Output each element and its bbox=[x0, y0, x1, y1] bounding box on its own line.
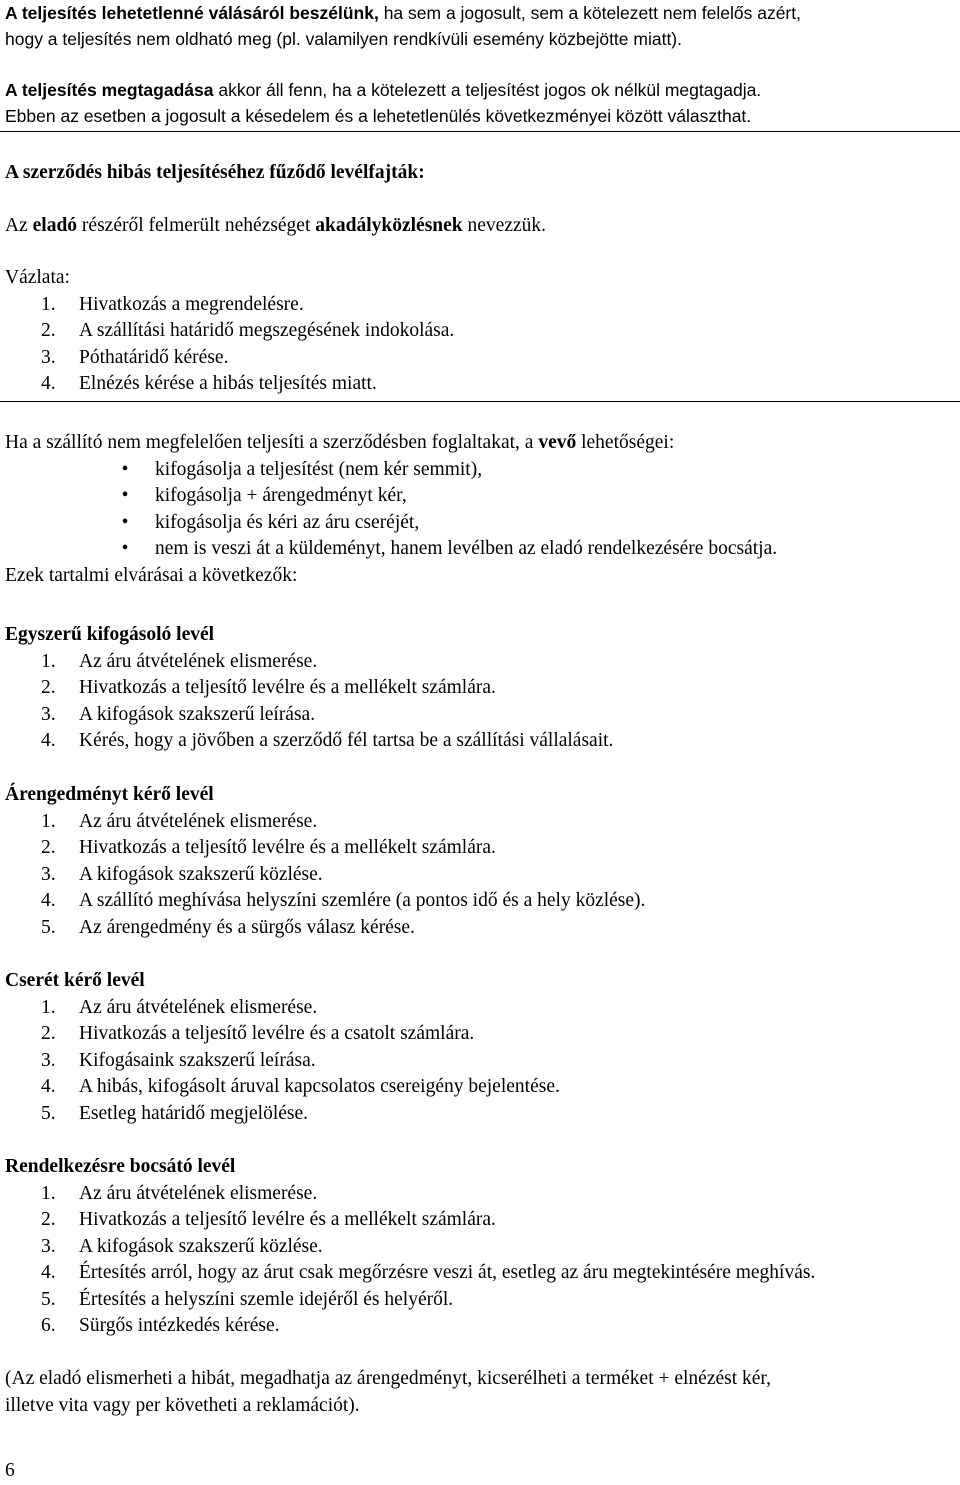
bullet-text: kifogásolja + árengedményt kér, bbox=[155, 485, 407, 506]
bullet-icon: • bbox=[121, 485, 129, 506]
closing-line-2: illetve vita vagy per követheti a reklamációt). bbox=[5, 1394, 360, 1416]
list-item-text: Hivatkozás a teljesítő levélre és a csatolt számlára. bbox=[79, 1023, 475, 1044]
list-item-text: Értesítés arról, hogy az árut csak megőrzésre veszi át, esetleg az áru megtekintésére meghívás. bbox=[79, 1262, 816, 1283]
list-item-number: 5. bbox=[41, 1288, 56, 1310]
list-item-number: 6. bbox=[41, 1315, 56, 1336]
list-item-number: 4. bbox=[41, 1076, 56, 1097]
letter-title: Egyszerű kifogásoló levél bbox=[5, 624, 215, 645]
list-item bbox=[5, 675, 957, 702]
list-item-text: Hivatkozás a teljesítő levélre és a mellékelt számlára. bbox=[79, 1209, 496, 1230]
list-item-number: 1. bbox=[41, 293, 56, 315]
list-item bbox=[5, 1021, 957, 1048]
list-item-number: 3. bbox=[41, 1235, 56, 1257]
list-item-text: Az áru átvételének elismerése. bbox=[79, 996, 318, 1018]
list-item-text: A szállító meghívása helyszíni szemlére (a pontos idő és a hely közlése). bbox=[79, 890, 646, 911]
list-item-text: Elnézés kérése a hibás teljesítés miatt. bbox=[79, 373, 377, 394]
section-letter-types bbox=[5, 160, 957, 398]
list-item bbox=[5, 371, 957, 398]
letter-disposal-notice bbox=[5, 1154, 957, 1340]
list-item-number: 3. bbox=[41, 863, 56, 885]
list-item-text: Kifogásaink szakszerű leírása. bbox=[79, 1049, 316, 1071]
section2-intro-pre: Ha a szállító nem megfelelően teljesíti a szerződésben foglaltakat, a bbox=[5, 432, 539, 453]
bullet-item bbox=[5, 510, 957, 537]
list-item-number: 4. bbox=[41, 1262, 56, 1283]
list-item bbox=[5, 1181, 957, 1208]
list-item-text: Értesítés a helyszíni szemle idejéről és helyéről. bbox=[79, 1288, 454, 1310]
letter-list bbox=[5, 809, 957, 942]
list-item bbox=[5, 292, 957, 319]
divider-1 bbox=[0, 131, 960, 132]
bullet-item bbox=[5, 483, 957, 510]
list-item-number: 4. bbox=[41, 373, 56, 394]
divider-2 bbox=[0, 401, 960, 402]
list-item bbox=[5, 1048, 957, 1075]
intro-p1-bold: A teljesítés lehetetlenné válásáról beszélünk, bbox=[5, 3, 379, 23]
list-item-text: A kifogások szakszerű közlése. bbox=[79, 1235, 323, 1257]
list-item-text: Esetleg határidő megjelölése. bbox=[79, 1102, 309, 1124]
list-item-text: A hibás, kifogásolt áruval kapcsolatos csereigény bejelentése. bbox=[79, 1076, 560, 1097]
list-item-number: 1. bbox=[41, 1182, 56, 1204]
list-item bbox=[5, 649, 957, 676]
intro-p1-line2: hogy a teljesítés nem oldható meg (pl. valamilyen rendkívüli esemény közbejötte miatt). bbox=[5, 29, 682, 49]
closing-paragraph bbox=[5, 1366, 957, 1419]
list-item bbox=[5, 702, 957, 729]
list-item bbox=[5, 1260, 957, 1287]
list-item-number: 3. bbox=[41, 1049, 56, 1071]
list-item bbox=[5, 1074, 957, 1101]
list-item-number: 4. bbox=[41, 730, 56, 751]
list-item-text: Az áru átvételének elismerése. bbox=[79, 810, 318, 832]
list-item-number: 2. bbox=[41, 837, 56, 858]
letter-title: Árengedményt kérő levél bbox=[5, 784, 214, 805]
list-item bbox=[5, 915, 957, 942]
section1-sentence-post: nevezzük. bbox=[462, 214, 547, 236]
outline-list bbox=[5, 292, 957, 398]
list-item-text: Az árengedmény és a sürgős válasz kérése. bbox=[79, 916, 415, 938]
section-buyer-options bbox=[5, 430, 957, 589]
list-item bbox=[5, 1207, 957, 1234]
list-item bbox=[5, 809, 957, 836]
section2-intro-bold: vevő bbox=[538, 432, 577, 453]
section2-intro-post: lehetőségei: bbox=[576, 432, 675, 453]
list-item-number: 5. bbox=[41, 1102, 56, 1124]
bullet-text: nem is veszi át a küldeményt, hanem levélben az eladó rendelkezésére bocsátja. bbox=[155, 538, 778, 559]
list-item-number: 1. bbox=[41, 996, 56, 1018]
list-item-number: 5. bbox=[41, 916, 56, 938]
list-item bbox=[5, 862, 957, 889]
bullet-item bbox=[5, 536, 957, 563]
bullet-icon: • bbox=[121, 538, 129, 559]
section2-intro bbox=[5, 430, 957, 457]
intro-p1-rest: ha sem a jogosult, sem a kötelezett nem felelős azért, bbox=[378, 3, 801, 23]
buyer-options-list bbox=[5, 457, 957, 563]
list-item bbox=[5, 728, 957, 755]
letter-list bbox=[5, 1181, 957, 1340]
list-item bbox=[5, 888, 957, 915]
letter-simple-complaint bbox=[5, 622, 957, 755]
list-item-text: A kifogások szakszerű közlése. bbox=[79, 863, 323, 885]
letter-exchange-request bbox=[5, 968, 957, 1127]
list-item-text: A szállítási határidő megszegésének indokolása. bbox=[79, 320, 455, 341]
list-item-number: 2. bbox=[41, 320, 56, 341]
list-item-text: Sürgős intézkedés kérése. bbox=[79, 1315, 280, 1336]
list-item-text: Kérés, hogy a jövőben a szerződő fél tartsa be a szállítási vállalásait. bbox=[79, 730, 614, 751]
bullet-icon: • bbox=[121, 458, 129, 480]
list-item-text: Az áru átvételének elismerése. bbox=[79, 650, 318, 672]
list-item-text: Póthatáridő kérése. bbox=[79, 346, 229, 368]
list-item bbox=[5, 1234, 957, 1261]
list-item-number: 3. bbox=[41, 346, 56, 368]
intro-paragraph-1 bbox=[5, 0, 957, 26]
section1-sentence-bold1: eladó bbox=[32, 214, 78, 236]
intro-block bbox=[5, 0, 957, 129]
list-item-number: 1. bbox=[41, 810, 56, 832]
letter-list bbox=[5, 995, 957, 1128]
list-item bbox=[5, 345, 957, 372]
outline-label: Vázlata: bbox=[5, 267, 70, 288]
closing-line-1: (Az eladó elismerheti a hibát, megadhatja az árengedményt, kicserélheti a terméket + elnézést kér, bbox=[5, 1368, 772, 1389]
list-item bbox=[5, 1287, 957, 1314]
section1-title: A szerződés hibás teljesítéséhez fűződő levélfajták: bbox=[5, 162, 425, 183]
intro-p2-line2: Ebben az esetben a jogosult a késedelem és a lehetetlenülés következményei között választhat. bbox=[5, 106, 752, 126]
list-item bbox=[5, 1313, 957, 1340]
list-item-text: Hivatkozás a megrendelésre. bbox=[79, 293, 304, 315]
section1-sentence-mid: részéről felmerült nehézséget bbox=[77, 214, 316, 236]
list-item-number: 3. bbox=[41, 703, 56, 725]
letter-discount-request bbox=[5, 782, 957, 941]
bullet-text: kifogásolja és kéri az áru cseréjét, bbox=[155, 511, 420, 533]
letter-title: Rendelkezésre bocsátó levél bbox=[5, 1156, 236, 1177]
bullet-text: kifogásolja a teljesítést (nem kér semmit), bbox=[155, 458, 483, 480]
list-item-number: 1. bbox=[41, 650, 56, 672]
section1-sentence bbox=[5, 213, 957, 240]
list-item-number: 2. bbox=[41, 1209, 56, 1230]
list-item-text: Az áru átvételének elismerése. bbox=[79, 1182, 318, 1204]
intro-p2-bold: A teljesítés megtagadása bbox=[5, 80, 214, 100]
list-item-text: Hivatkozás a teljesítő levélre és a mellékelt számlára. bbox=[79, 677, 496, 698]
section2-after: Ezek tartalmi elvárásai a következők: bbox=[5, 564, 298, 586]
list-item-number: 2. bbox=[41, 1023, 56, 1044]
intro-paragraph-2 bbox=[5, 77, 957, 103]
list-item bbox=[5, 835, 957, 862]
list-item bbox=[5, 1101, 957, 1128]
section1-sentence-bold2: akadályközlésnek bbox=[315, 214, 463, 236]
intro-p2-rest: akkor áll fenn, ha a kötelezett a teljesítést jogos ok nélkül megtagadja. bbox=[213, 80, 762, 100]
list-item bbox=[5, 318, 957, 345]
list-item bbox=[5, 995, 957, 1022]
letter-title: Cserét kérő levél bbox=[5, 970, 145, 991]
list-item-text: Hivatkozás a teljesítő levélre és a mellékelt számlára. bbox=[79, 837, 496, 858]
letter-list bbox=[5, 649, 957, 755]
section1-sentence-pre: Az bbox=[5, 214, 33, 236]
bullet-item bbox=[5, 457, 957, 484]
bullet-icon: • bbox=[121, 511, 129, 533]
list-item-number: 2. bbox=[41, 677, 56, 698]
page-number: 6 bbox=[5, 1460, 15, 1481]
list-item-number: 4. bbox=[41, 890, 56, 911]
list-item-text: A kifogások szakszerű leírása. bbox=[79, 703, 316, 725]
